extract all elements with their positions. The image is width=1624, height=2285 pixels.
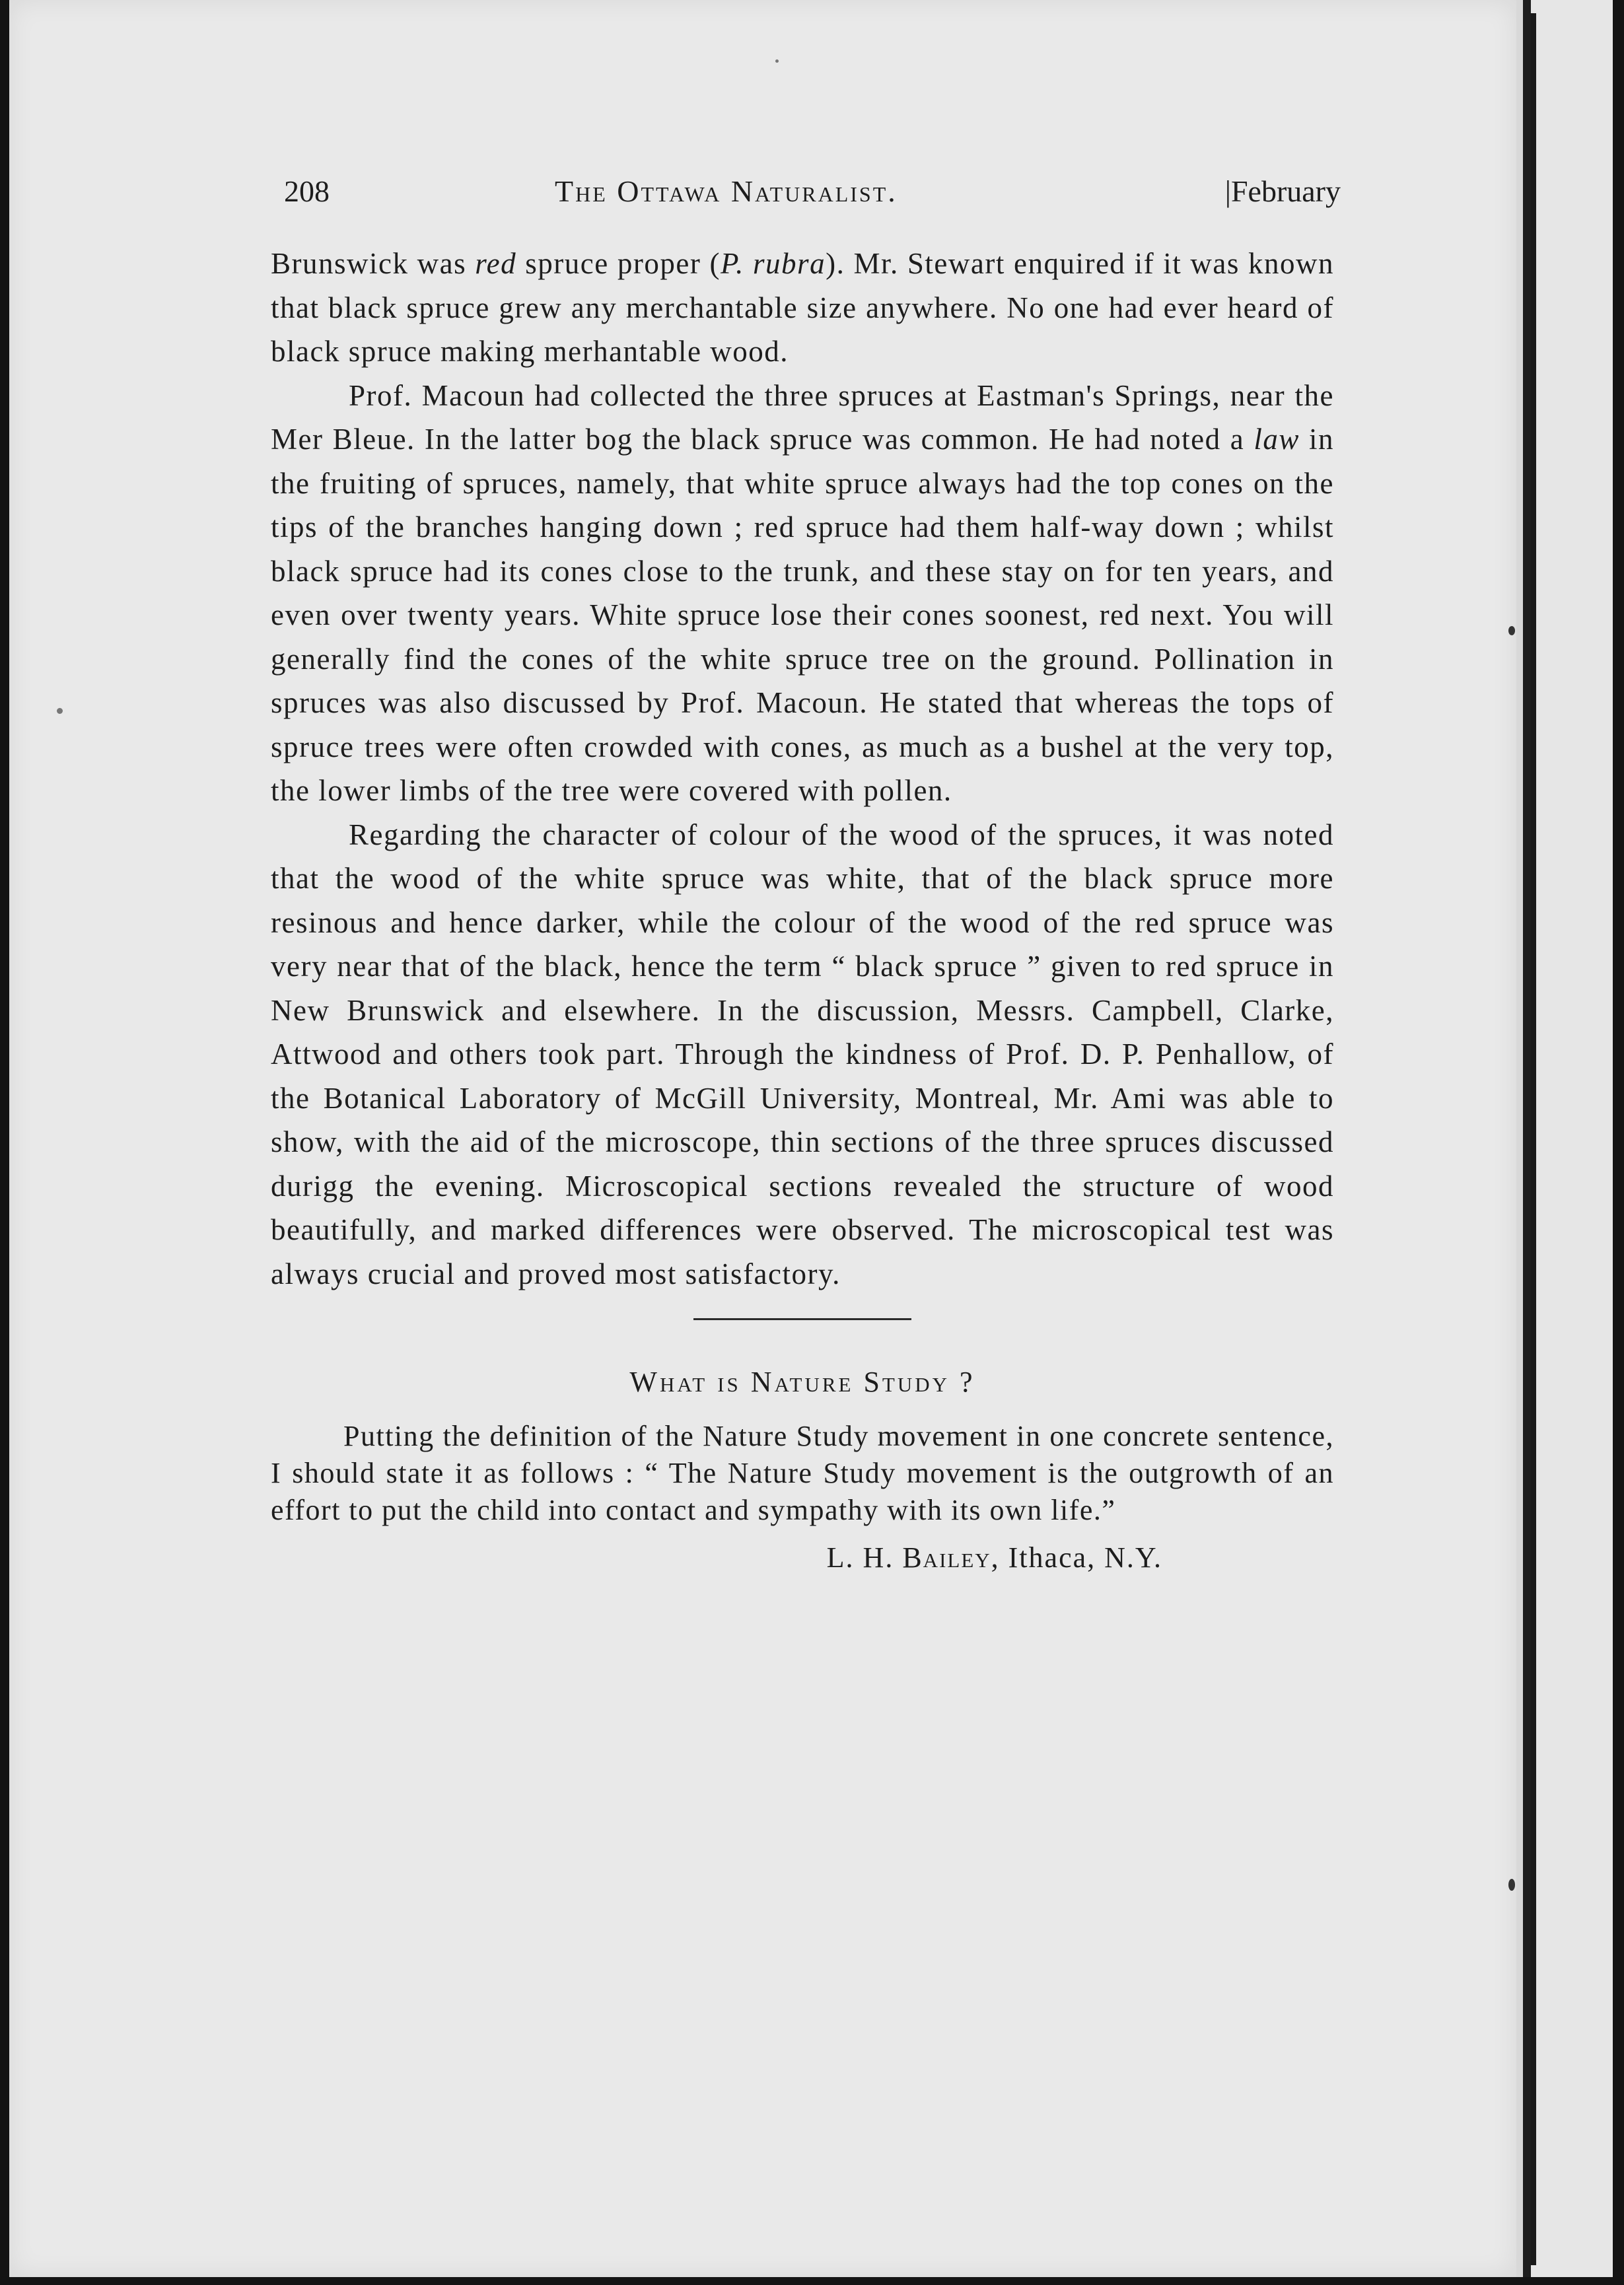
article-paragraph	[271, 242, 1334, 374]
text-run-italic: law	[1253, 423, 1300, 456]
text-run: ). Mr. Stewart enquired if it was known that black spruce grew any merchantable size anywhere. No one had ever heard of black spruce making merhantable wood.	[271, 247, 1335, 368]
quotation-attribution	[271, 1538, 1334, 1578]
quotation-text: Putting the definition of the Nature Study movement in one concrete sentence, I should state it as follows : “ The Nature Study movement is the outgrowth of an effort to put the child into contact and sympathy with its own life.”	[271, 1420, 1334, 1526]
text-run: in the fruiting of spruces, namely, that white spruce always had the top cones on the tips of the branches hanging down ; red spruce had them half-way down ; whilst black spruce had its cones close to the trunk, and these stay on for ten years, and even over twenty years. White spruce lose their cones soonest, red next. You will generally find the cones of the white spruce tree on the ground. Pollination in spruces was also discussed by Prof. Macoun. He stated that whereas the tops of spruce trees were often crowded with cones, as much as a bushel at the very top, the lower limbs of the tree were covered with pollen.	[271, 423, 1334, 807]
facing-page-strip	[1531, 0, 1613, 2277]
article-paragraph	[271, 813, 1334, 1296]
article-paragraph	[271, 374, 1334, 813]
facing-page-rule	[1531, 13, 1536, 2265]
page-speck	[57, 708, 63, 714]
author-initials: L. H.	[826, 1541, 903, 1574]
text-run: Prof. Macoun had collected the three spruces at Eastman's Springs, near the Mer Bleue. In the latter bog the black spruce was common. He had noted a	[271, 378, 1334, 456]
text-run: Regarding the character of colour of the wood of the spruces, it was noted that the wood of the white spruce was white, that of the black spruce more resinous and hence darker, while the colour of the wood of the red spruce was very near that of the black, hence the term “ black spruce ” given to red spruce in New Brunswick and elsewhere. In the discussion, Messrs. Campbell, Clarke, Attwood and others took part. Through the kindness of Prof. D. P. Penhallow, of the Botanical Laboratory of McGill University, Montreal, Mr. Ami was able to show, with the aid of the microscope, thin sections of the three spruces discussed durigg the evening. Microscopical sections revealed the structure of wood beautifully, and marked differences were observed. The microscopical test was always crucial and proved most satisfactory.	[271, 818, 1334, 1290]
article-body	[271, 242, 1334, 1296]
author-surname: Bailey	[902, 1541, 991, 1574]
page-speck	[1508, 626, 1515, 635]
quotation	[271, 1418, 1334, 1529]
issue-month: |February	[1224, 174, 1341, 208]
section-divider	[693, 1318, 911, 1320]
section-heading: What is Nature Study ?	[629, 1366, 975, 1398]
author-place: , Ithaca, N.Y.	[991, 1541, 1162, 1574]
page-number: 208	[284, 174, 330, 208]
text-run-italic: red	[475, 247, 517, 280]
text-run-italic: P. rubra	[720, 247, 826, 280]
journal-title: The Ottawa Naturalist.	[555, 174, 898, 208]
page-edge	[1516, 0, 1523, 2277]
page-content	[271, 165, 1341, 1578]
page-speck	[775, 59, 779, 63]
running-head	[271, 165, 1341, 218]
page-gutter	[1523, 0, 1531, 2277]
text-run: Brunswick was	[271, 247, 476, 280]
text-run: spruce proper (	[516, 247, 721, 280]
page-speck	[1508, 1879, 1515, 1891]
